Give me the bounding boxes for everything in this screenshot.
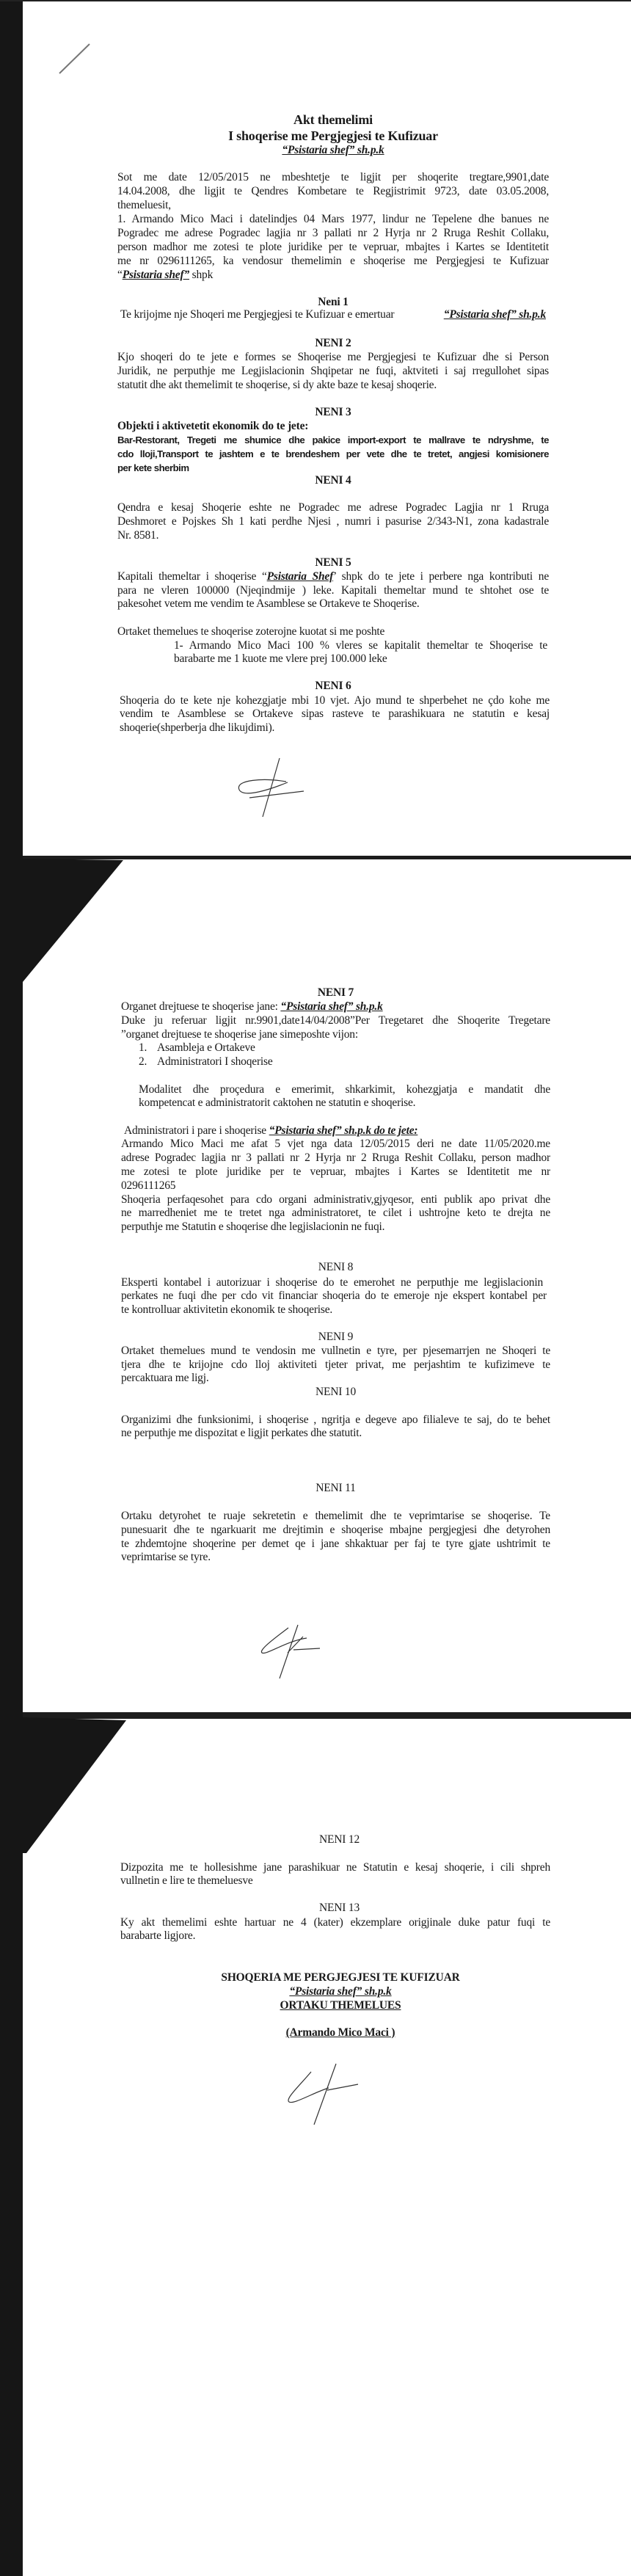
intro-line: 1. Armando Mico Maci i datelindjes 04 Mars 1977, lindur ne Tepelene dhe banues ne — [117, 213, 549, 225]
intro-line: person madhor me zotesi te plote juridike per te vepruar, mbajtes i Kartes se Identitetit — [117, 241, 549, 253]
text-run: Administratori i pare i shoqerise — [124, 1124, 269, 1137]
signature — [261, 1625, 320, 1678]
founder-name: (Armando Mico Maci ) — [285, 2026, 395, 2039]
article-line: Shoqeria do te kete nje kohezgjatje mbi 10 vjet. Ajo mund te shperbehet ne çdo kohe me — [120, 694, 550, 707]
article-line: veprimtarise se tyre. — [121, 1551, 211, 1563]
article-line: vendim te Asamblese se Ortakeve sipas rasteve te parashikuara ne statutin e kesaj — [120, 707, 550, 720]
article-line: Armando Mico Maci me afat 5 vjet nga data 12/05/2015 deri ne date 11/05/2020.me — [121, 1138, 550, 1150]
list-number: 2. — [139, 1055, 147, 1068]
article-heading: NENI 8 — [318, 1261, 354, 1273]
company-name-text: “Psistaria shef” sh.p.k — [282, 144, 384, 156]
article-line: Juridik, ne perputhje me Legjislacionin Shqipetar ne fuqi, aktviteti i saj rregullohet sipas — [117, 365, 549, 377]
article-line: percaktuara me ligj. — [121, 1372, 209, 1384]
owner-line: barabarte me 1 kuote me vlere prej 100.000 leke — [174, 652, 387, 665]
article-line: Organizimi dhe funksionimi, i shoqerise , ngritja e degeve apo filialeve te saj, do te behet — [121, 1413, 550, 1426]
intro-line: themeluesit, — [117, 199, 171, 211]
article-heading: NENI 6 — [315, 680, 351, 692]
article-line: Eksperti kontabel i autorizuar i shoqerise do te emerohet ne perputhje me legjislacionin — [121, 1276, 543, 1289]
list-item — [139, 1055, 570, 1069]
owner-line: 1- Armando Mico Maci 100 % vleres se kapitalit themeltar te Shoqerise te — [174, 639, 547, 652]
list-item — [139, 1041, 570, 1055]
company-name-text: “Psistaria shef” sh.p.k — [280, 1000, 383, 1013]
text-run: Organet drejtuese te shoqerise jane: — [121, 1000, 281, 1013]
article-line: perputhje me Statutin e shoqerise dhe legjislacionin ne fuqi. — [121, 1220, 385, 1233]
article-line: Shoqeria perfaqesohet para cdo organi administrativ,gjyqesor, enti publik apo privat dhe — [121, 1193, 550, 1206]
document-subtitle: I shoqerise me Pergjegjesi te Kufizuar — [228, 128, 438, 143]
article-heading: NENI 2 — [315, 337, 351, 349]
article-line: statutit dhe akt themelimit te shoqerise, si dy akte baze te kesaj shoqerie. — [117, 379, 437, 391]
article-subtitle: Objekti i aktivetetit ekonomik do te jete: — [117, 420, 309, 432]
document-title: Akt themelimi — [293, 112, 373, 127]
article-line: adrese Pogradec lagjia nr 3 pallati nr 2 Hyrja nr 2 Rruga Reshit Collaku, person madhor — [121, 1151, 550, 1164]
article-line: Kjo shoqeri do te jete e formes se Shoqerise me Pergjegjesi te Kufizuar dhe si Person — [117, 351, 549, 363]
company-name-text: Psistaria Shef — [266, 570, 334, 583]
article-heading: Neni 1 — [318, 296, 349, 308]
article-heading: NENI 3 — [315, 406, 351, 418]
signature — [238, 758, 304, 817]
article-line: Dizpozita me te hollesishme jane parashikuar ne Statutin e kesaj shoqerie, i cili shpreh — [120, 1861, 550, 1874]
text-run: Kapitali themeltar i shoqerise “ — [117, 570, 267, 583]
text-run: ’ shpk do te jete i perbere nga kontributi ne — [333, 570, 549, 583]
article-line: kompetencat e administratorit caktohen ne statutin e shoqerise. — [139, 1096, 416, 1109]
article-line: Qendra e kesaj Shoqerie eshte ne Pogradec me adrese Pogradec Lagjia nr 1 Rruga — [117, 501, 549, 514]
article-line: barabarte ligjore. — [120, 1929, 196, 1942]
closing-company — [125, 1985, 556, 1998]
article-line: Deshmoret e Pojskes Sh 1 kati perdhe Njesi , numri i pasurise 2/343-N1, zona kadastrale — [117, 515, 549, 528]
article-line: te kontrolluar aktivitetin ekonomik te shoqerise. — [121, 1303, 333, 1316]
role-text: ORTAKU THEMELUES — [280, 1999, 401, 2012]
list-text: Administratori I shoqerise — [157, 1055, 273, 1068]
signature — [288, 2064, 358, 2125]
article-line: 0296111265 — [121, 1179, 176, 1192]
company-name-text: “Psistaria shef” sh.p.k — [289, 1985, 392, 1998]
activity-line: Bar-Restorant, Tregeti me shumice dhe pakice import-export te mallrave te ndryshme, te — [117, 434, 549, 445]
article-line: Ortaku detyrohet te ruaje sekretetin e themelimit dhe te veprimtarise se shoqerise. Te — [121, 1510, 550, 1522]
intro-line: 14.04.2008, dhe ligjit te Qendres Kombetare te Regjistrimit 9723, date 03.05.2008, — [117, 185, 549, 197]
article-line: punesuarit dhe te ngarkuarit me drejtimin e shoqerise mbajne pergjegjesi dhe detyrohen — [121, 1524, 550, 1536]
article-line: ne perputhje me dispozitat e ligjit perkates dhe statutit. — [121, 1427, 362, 1439]
article-heading: NENI 11 — [316, 1482, 356, 1494]
article-line: ne marredheniet me te tretet nga administratoret, te cilet i ushtrojne keto te drejta ne — [121, 1207, 550, 1219]
suffix: shpk — [189, 269, 214, 281]
company-name-text: “Psistaria shef” sh.p.k — [443, 308, 546, 321]
company-name-text: “Psistaria shef” sh.p.k do te jete: — [269, 1124, 418, 1137]
article-line: ”organet drejtuese te shoqerise jane simeposhte vijon: — [121, 1028, 358, 1041]
list-text: Asambleja e Ortakeve — [157, 1041, 255, 1054]
activity-line: per kete sherbim — [117, 462, 189, 473]
intro-line: me nr 0296111265, ka vendosur themelimin e shoqerise me Pergjegjesi te Kufizuar — [117, 255, 549, 267]
article-line: Ky akt themelimi eshte hartuar ne 4 (kater) ekzemplare origjinale duke patur fuqi te — [120, 1916, 550, 1929]
article-heading: NENI 12 — [319, 1833, 360, 1846]
article-line: shoqerie(shperberja dhe likujdimi). — [120, 721, 275, 734]
article-heading: NENI 13 — [319, 1902, 360, 1914]
article-line — [124, 1124, 553, 1138]
article-line: me zotesi te plote juridike per te vepruar, mbajtes i Kartes se Identitetit me nr — [121, 1165, 550, 1178]
article-line: Modalitet dhe proçedura e emerimit, shkarkimit, kohezgjatja e mandatit dhe — [139, 1083, 550, 1096]
article-line: pakesohet vetem me vendim te Asamblese se Ortakeve te Shoqerise. — [117, 597, 420, 610]
closing-company-type: SHOQERIA ME PERGJEGJESI TE KUFIZUAR — [221, 1971, 460, 1984]
article-text-main: Te krijojme nje Shoqeri me Pergjegjesi te Kufizuar e emertuar — [120, 308, 395, 321]
article-line — [121, 1000, 550, 1014]
intro-line: Pogradec me adrese Pogradec lagjia nr 3 pallati nr 2 Hyrja nr 2 Rruga Reshit Collaku, — [117, 227, 549, 239]
article-line: Nr. 8581. — [117, 529, 159, 542]
closing-name — [125, 2026, 556, 2040]
article-line: tjera dhe te krijojne cdo lloj aktiviteti tjeter privat, me perjashtim te kufizimeve te — [121, 1358, 550, 1371]
article-heading: NENI 4 — [315, 474, 351, 487]
article-heading: NENI 10 — [316, 1386, 356, 1398]
company-name-text: Psistaria shef” — [122, 269, 189, 281]
list-number: 1. — [139, 1041, 147, 1054]
owners-intro: Ortaket themelues te shoqerise zoterojne kuotat si me poshte — [117, 625, 385, 638]
article-line: perkates ne fuqi dhe per cdo vit financiar shoqeria do te emeroje nje ekspert kontabel per — [121, 1289, 547, 1302]
closing-role — [125, 1999, 556, 2012]
article-line: te zhdemtojne shoqerine per demet qe i jane shkaktuar per faj te tyre gjate ushtrimit te — [121, 1538, 550, 1550]
article-heading: NENI 9 — [318, 1331, 354, 1343]
article-line: Duke ju referuar ligjit nr.9901,date14/04/2008”Per Tregetaret dhe Shoqerite Tregetare — [121, 1014, 550, 1027]
intro-line: Sot me date 12/05/2015 ne mbeshtetje te ligjit per shoqerite tregtare,9901,date — [117, 171, 549, 183]
quote: “ — [117, 269, 123, 281]
article-heading: NENI 7 — [317, 986, 354, 999]
activity-line: cdo lloji,Transport te jashtem e te brendeshem per vete dhe te tretet, angjesi komisionere — [117, 448, 549, 459]
article-line: Ortaket themelues mund te vendosin me vullnetin e tyre, per pjesemarrjen ne Shoqeri te — [121, 1345, 550, 1357]
article-line: vullnetin e lire te themeluesve — [120, 1874, 253, 1887]
article-heading: NENI 5 — [315, 556, 351, 569]
article-line: para ne vleren 100000 (Njeqindmije ) leke. Kapitali themeltar mund te shtohet ose te — [117, 584, 549, 597]
